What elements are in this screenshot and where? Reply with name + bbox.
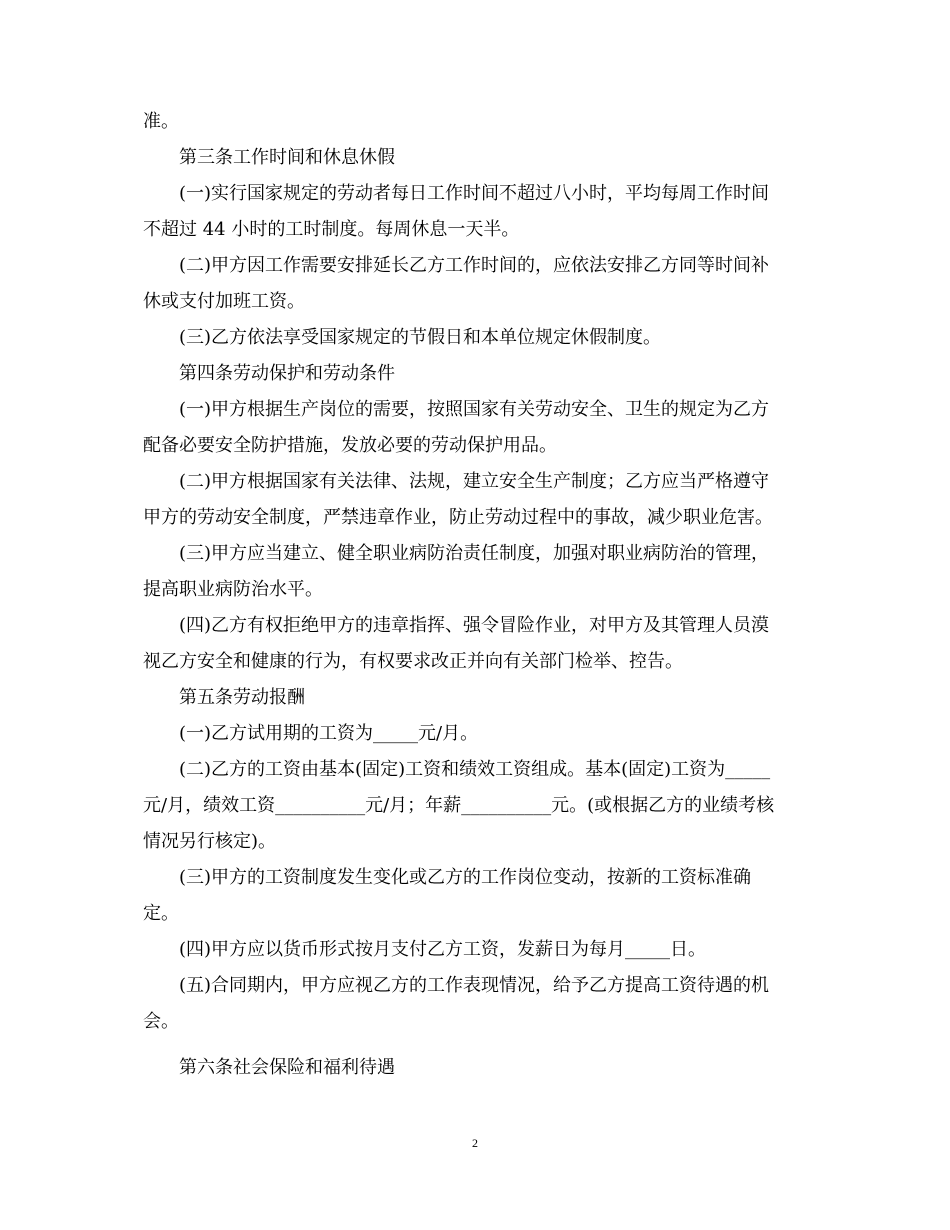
text-line: (四)甲方应以货币形式按月支付乙方工资，发薪日为每月_____日。 [179,939,707,960]
text-line: (三)乙方依法享受国家规定的节假日和本单位规定休假制度。 [179,327,662,348]
text-line: 不超过 44 小时的工时制度。每周休息一天半。 [143,219,520,240]
text-line: (三)甲方的工资制度发生变化或乙方的工作岗位变动，按新的工资标准确 [179,867,752,888]
text-line: 定。 [143,903,179,924]
text-line: (三)甲方应当建立、健全职业病防治责任制度，加强对职业病防治的管理， [179,543,770,564]
section-heading-4: 第四条劳动保护和劳动条件 [179,363,395,384]
text-line: 甲方的劳动安全制度，严禁违章作业，防止劳动过程中的事故，减少职业危害。 [143,507,773,528]
text-line: 休或支付加班工资。 [143,291,305,312]
section-heading-3: 第三条工作时间和休息休假 [179,147,395,168]
text-line: 会。 [143,1011,179,1032]
text-line: (四)乙方有权拒绝甲方的违章指挥、强令冒险作业，对甲方及其管理人员漠 [179,615,770,636]
text-line: 配备必要安全防护措施，发放必要的劳动保护用品。 [143,435,557,456]
text-line: (一)实行国家规定的劳动者每日工作时间不超过八小时，平均每周工作时间 [179,183,770,204]
text-line: (二)甲方根据国家有关法律、法规，建立安全生产制度；乙方应当严格遵守 [179,471,770,492]
text-line: (一)甲方根据生产岗位的需要，按照国家有关劳动安全、卫生的规定为乙方 [179,399,770,420]
text-line: (一)乙方试用期的工资为_____元/月。 [179,723,479,744]
page-number: 2 [472,1136,478,1150]
text-line: (五)合同期内，甲方应视乙方的工作表现情况，给予乙方提高工资待遇的机 [179,975,770,996]
text-line: (二)乙方的工资由基本(固定)工资和绩效工资组成。基本(固定)工资为_____ [179,759,771,780]
text-line: 准。 [143,111,179,132]
text-line: (二)甲方因工作需要安排延长乙方工作时间的，应依法安排乙方同等时间补 [179,255,770,276]
section-heading-6: 第六条社会保险和福利待遇 [179,1057,395,1078]
text-line: 视乙方安全和健康的行为，有权要求改正并向有关部门检举、控告。 [143,651,683,672]
text-line: 提高职业病防治水平。 [143,579,323,600]
text-line: 元/月，绩效工资__________元/月；年薪__________元。(或根据乙方的业绩考核 [143,795,775,816]
section-heading-5: 第五条劳动报酬 [179,687,305,708]
text-line: 情况另行核定)。 [143,831,277,852]
